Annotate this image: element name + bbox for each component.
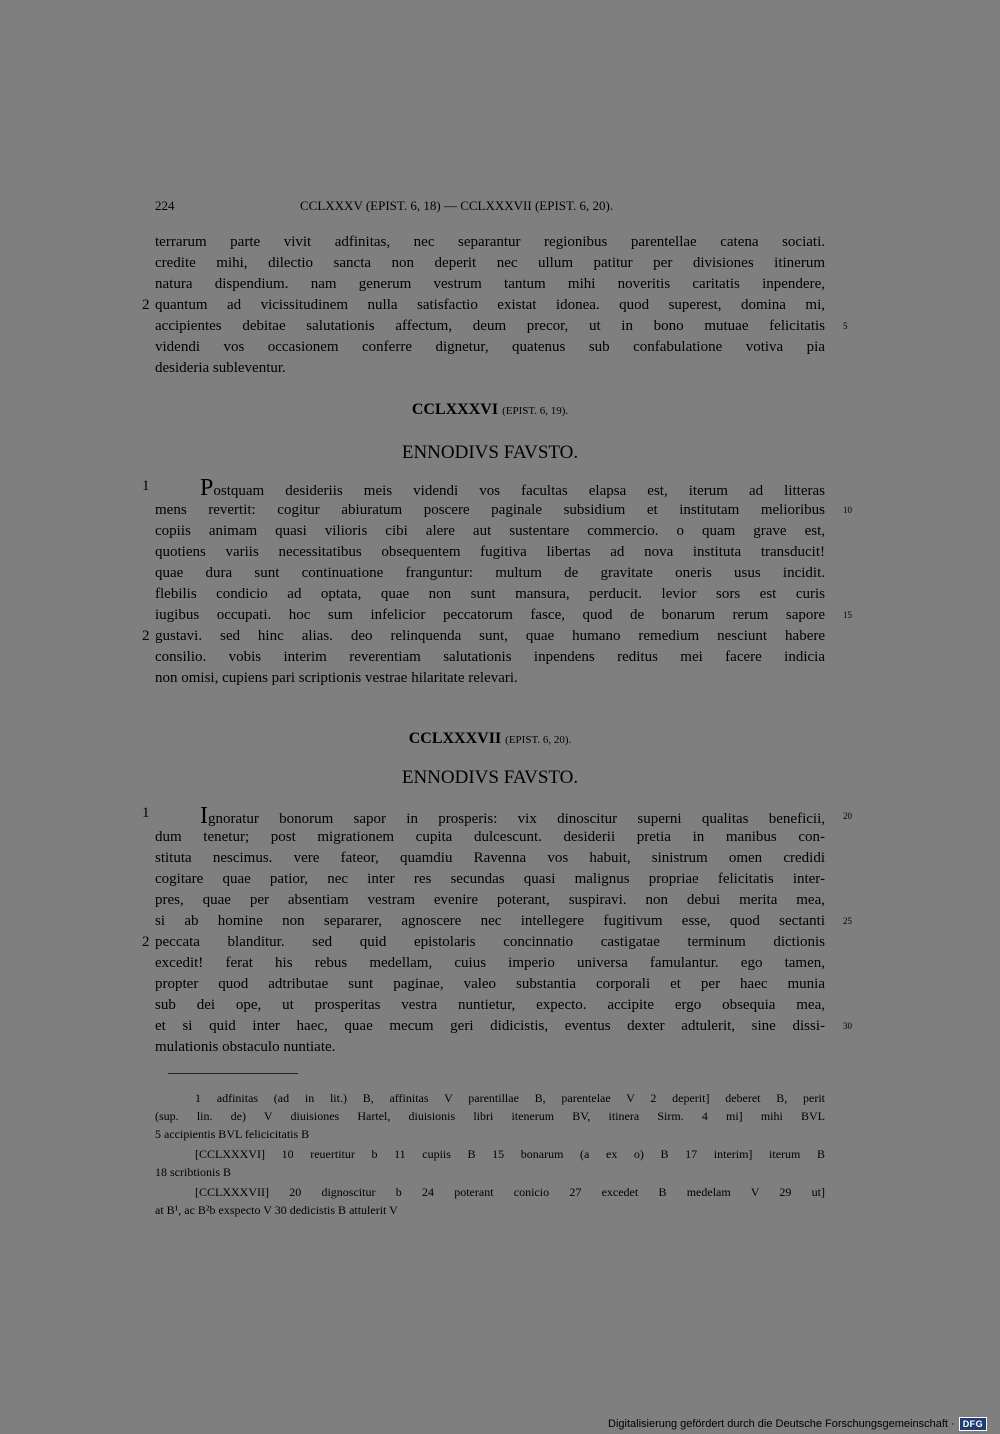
text-line: flebilis condicio ad optata, quae non sunt mansura, perducit. levior sors est curis [155,586,825,602]
apparatus-line: at B¹, ac B²b exspecto V 30 dedicistis B attulerit V [155,1203,398,1217]
section-marker: 1 [142,478,150,494]
text-line: peccata blanditur. sed quid epistolaris concinnatio castigatae terminum dictionis [155,934,825,950]
letter-title: ENNODIVS FAVSTO. [401,767,579,788]
line-number: 30 [843,1021,852,1031]
text-line: cogitare quae patior, nec inter res secundas quasi malignus propriae felicitatis inter- [155,871,825,887]
letter-heading [155,730,825,748]
text-line: quantum ad vicissitudinem nulla satisfactio existat idonea. quod superest, domina mi, [155,297,825,313]
text-line: non omisi, cupiens pari scriptionis vestrae hilaritate relevari. [155,670,518,686]
text-line-first: Postquam desideriis meis videndi vos facultas elapsa est, iterum ad litteras [200,475,825,501]
letter-heading [155,401,825,419]
text-line: et si quid inter haec, quae mecum geri didicistis, eventus dexter adtulerit, sine dissi- [155,1018,825,1034]
text-line: desideria subleventur. [155,360,286,376]
apparatus-line: [CCLXXXVII] 20 dignoscitur b 24 poterant conicio 27 excedet B medelam V 29 ut] [195,1185,825,1199]
initial-capital: I [200,803,208,829]
dfg-logo: DFG [959,1417,988,1431]
footnote-separator [168,1073,298,1074]
text-line: quae dura sunt continuatione franguntur: multum de gravitate oneris usus incidit. [155,565,825,581]
text-line: accipientes debitae salutationis affectum, deum precor, ut in bono mutuae felicitatis [155,318,825,334]
heading-numeral: CCLXXXVII [408,730,502,747]
section-marker: 2 [142,934,150,950]
funding-text: Digitalisierung gefördert durch die Deutsche Forschungsgemeinschaft · [608,1418,955,1430]
text-line: copiis animam quasi vilioris cibi alere aut sustentare commercio. o quam grave est, [155,523,825,539]
page-number: 224 [155,198,175,213]
text-line: terrarum parte vivit adfinitas, nec separantur regionibus parentellae catena sociati. [155,234,825,250]
text-line: stituta nescimus. vere fateor, quamdiu Ravenna vos habuit, sinistrum omen credidi [155,850,825,866]
apparatus-line: 1 adfinitas (ad in lit.) B, affinitas V parentillae B, parentelae V 2 deperit] deberet B, perit [195,1091,825,1105]
text-line: pres, quae per absentiam vestram evenire poterant, suspiravi. non debui merita mea, [155,892,825,908]
line-number: 15 [843,610,852,620]
text-line: propter quod adtributae sunt paginae, valeo substantia corporali et per haec munia [155,976,825,992]
line-number: 25 [843,916,852,926]
heading-reference: (EPIST. 6, 19). [502,405,569,417]
heading-numeral: CCLXXXVI [411,401,499,418]
text-line: sub dei ope, ut prosperitas vestra nuntietur, expecto. accipite ergo obsequia mea, [155,997,825,1013]
line-number: 5 [843,321,848,331]
section-marker: 2 [142,297,150,313]
letter-title: ENNODIVS FAVSTO. [401,442,579,463]
text-line: consilio. vobis interim reverentiam salutationis inpendens reditus mei facere indicia [155,649,825,665]
apparatus-line: 18 scribtionis B [155,1165,232,1179]
funding-footer [608,1416,987,1432]
text-line: dum tenetur; post migrationem cupita dulcescunt. desiderii pretia in manibus con- [155,829,825,845]
text-line: iugibus occupati. hoc sum infelicior peccatorum fasce, quod de bonarum rerum sapore [155,607,825,623]
text-line: gustavi. sed hinc alias. deo relinquenda sunt, quae humano remedium nesciunt habere [155,628,825,644]
initial-capital: P [200,475,214,501]
text-line-first: Ignoratur bonorum sapor in prosperis: vix dinoscitur superni qualitas beneficii, [200,803,825,829]
apparatus-line: [CCLXXXVI] 10 reuertitur b 11 cupiis B 15 bonarum (a ex o) B 17 interim] iterum B [195,1147,825,1161]
heading-reference: (EPIST. 6, 20). [505,734,572,746]
text-line: mulationis obstaculo nuntiate. [155,1039,336,1055]
running-title: CCLXXXV (EPIST. 6, 18) — CCLXXXVII (EPIST. 6, 20). [300,198,614,213]
section-marker: 2 [142,628,150,644]
text-line: excedit! ferat his rebus medellam, cuius imperio universa famulantur. ego tamen, [155,955,825,971]
section-marker: 1 [142,805,150,821]
text-line: natura dispendium. nam generum vestrum tantum mihi noveritis caritatis inpendere, [155,276,825,292]
text-line: quotiens variis necessitatibus obsequentem fugitiva libertas ad nova instituta transducit! [155,544,825,560]
text-line: mens revertit: cogitur abiuratum poscere paginale subsidium et institutam melioribus [155,502,825,518]
line-number: 10 [843,505,852,515]
apparatus-line: (sup. lin. de) V diuisiones Hartel, diuisionis libri itenerum BV, itinera Sirm. 4 mi] mihi BVL [155,1109,825,1123]
text-line: videndi vos occasionem conferre dignetur, quatenus sub confabulatione votiva pia [155,339,825,355]
line-number: 20 [843,811,852,821]
text-line: si ab homine non separarer, agnoscere nec intellegere fugitivum esse, quod sectanti [155,913,825,929]
apparatus-line: 5 accipientis BVL felicicitatis B [155,1127,310,1141]
text-line: credite mihi, dilectio sancta non deperit nec ullum patitur per divisiones itinerum [155,255,825,271]
